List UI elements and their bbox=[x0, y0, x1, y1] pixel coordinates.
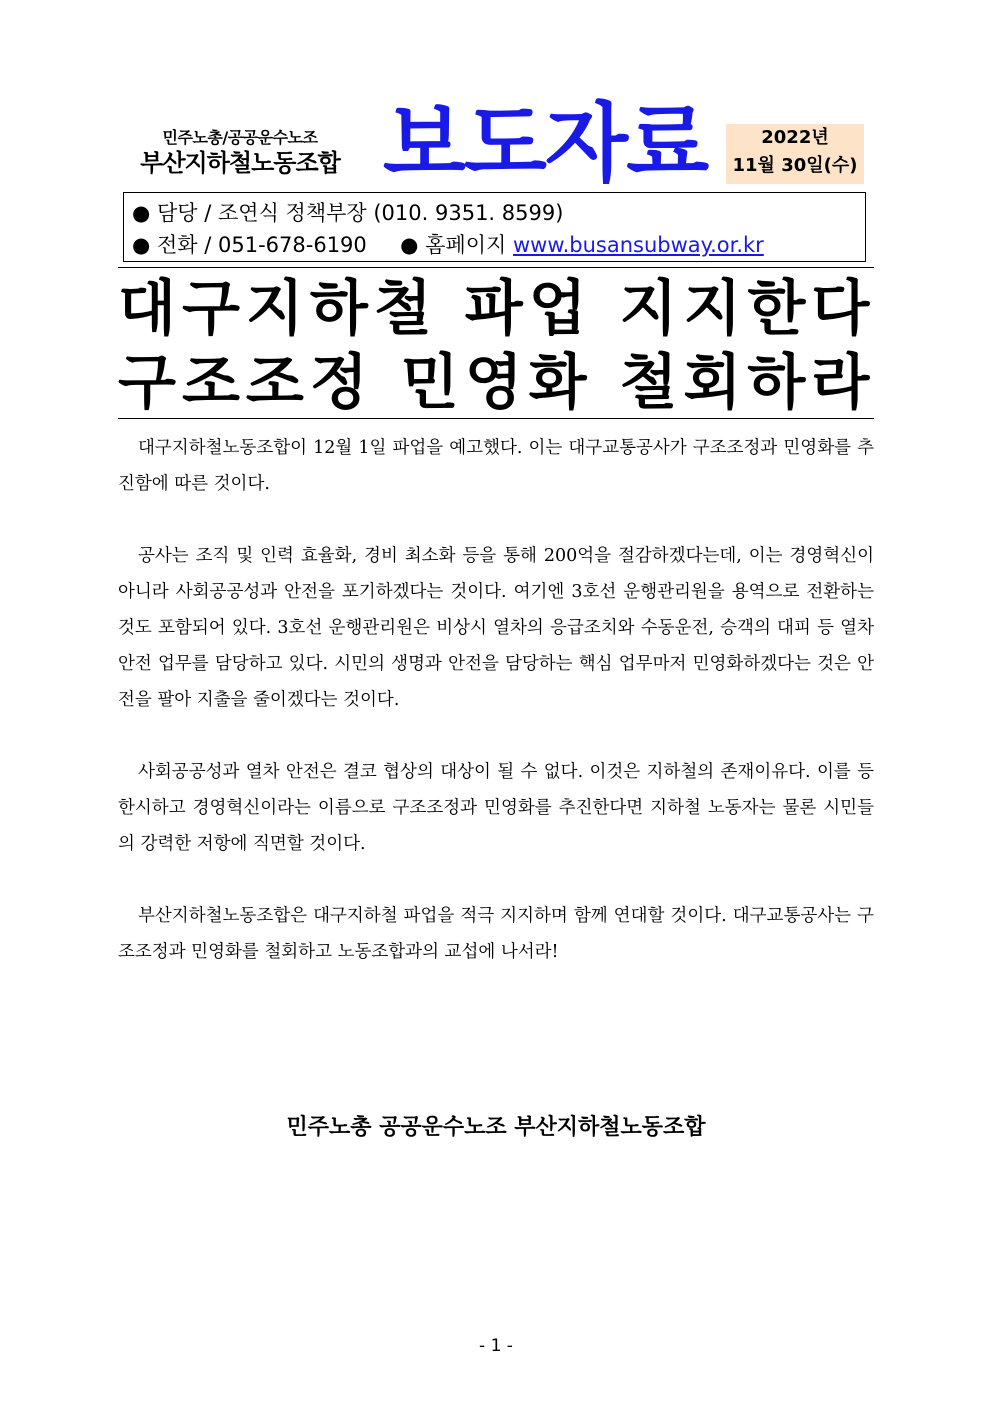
org-name: 부산지하철노동조합 bbox=[140, 149, 340, 177]
contact-line-person bbox=[132, 197, 563, 227]
divider-bottom bbox=[118, 418, 874, 419]
contact-line-phone bbox=[132, 229, 764, 259]
headline-line-2: 구조조정 민영화 철회하라 bbox=[118, 348, 876, 418]
paragraph: 대구지하철노동조합이 12월 1일 파업을 예고했다. 이는 대구교통공사가 구조조정과 민영화를 추진함에 따른 것이다. bbox=[118, 438, 874, 494]
headline-line-1: 대구지하철 파업 지지한다 bbox=[118, 274, 876, 344]
article-body bbox=[118, 430, 874, 1006]
org-subtitle: 민주노총/공공운수노조 bbox=[162, 128, 318, 147]
bullet-icon: ● bbox=[400, 233, 419, 257]
date-year: 2022년 bbox=[761, 127, 829, 148]
paragraph: 공사는 조직 및 인력 효율화, 경비 최소화 등을 통해 200억을 절감하겠다는데, 이는 경영혁신이 아니라 사회공공성과 안전을 포기하겠다는 것이다. 여기엔 3호선 운행관리원을 용역으로 전환하는 것도 포함되어 있다. 3호선 운행관리원은 비상시 열차의 응급조치와 수동운전, 승객의 대피 등 열차 안전 업무를 담당하고 있다. 시민의 생명과 안전을 담당하는 핵심 업무마저 민영화하겠다는 것은 안전을 팔아 지출을 줄이겠다는 것이다. bbox=[118, 546, 874, 710]
bullet-icon: ● bbox=[132, 233, 151, 257]
homepage-link[interactable]: www.busansubway.or.kr bbox=[513, 233, 764, 257]
paragraph: 사회공공성과 열차 안전은 결코 협상의 대상이 될 수 없다. 이것은 지하철의 존재이유다. 이를 등한시하고 경영혁신이라는 이름으로 구조조정과 민영화를 추진한다면 지하철 노동자는 물론 시민들의 강력한 저항에 직면할 것이다. bbox=[118, 762, 874, 854]
date-box bbox=[726, 124, 864, 184]
contact-person: 담당 / 조연식 정책부장 (010. 9351. 8599) bbox=[157, 201, 564, 225]
organization-block bbox=[120, 128, 360, 178]
paragraph: 부산지하철노동조합은 대구지하철 파업을 적극 지지하며 함께 연대할 것이다. 대구교통공사는 구조조정과 민영화를 철회하고 노동조합과의 교섭에 나서라! bbox=[118, 906, 874, 962]
page-number: - 1 - bbox=[479, 1336, 513, 1356]
divider-top bbox=[118, 267, 874, 268]
date-day: 11월 30일(수) bbox=[732, 155, 858, 176]
homepage-label: 홈페이지 bbox=[425, 233, 513, 257]
bullet-icon: ● bbox=[132, 201, 151, 225]
signature: 민주노총 공공운수노조 부산지하철노동조합 bbox=[286, 1115, 706, 1140]
press-release-title: 보도자료 bbox=[382, 94, 708, 194]
contact-box bbox=[123, 192, 866, 262]
contact-phone: 전화 / 051-678-6190 bbox=[157, 233, 367, 257]
